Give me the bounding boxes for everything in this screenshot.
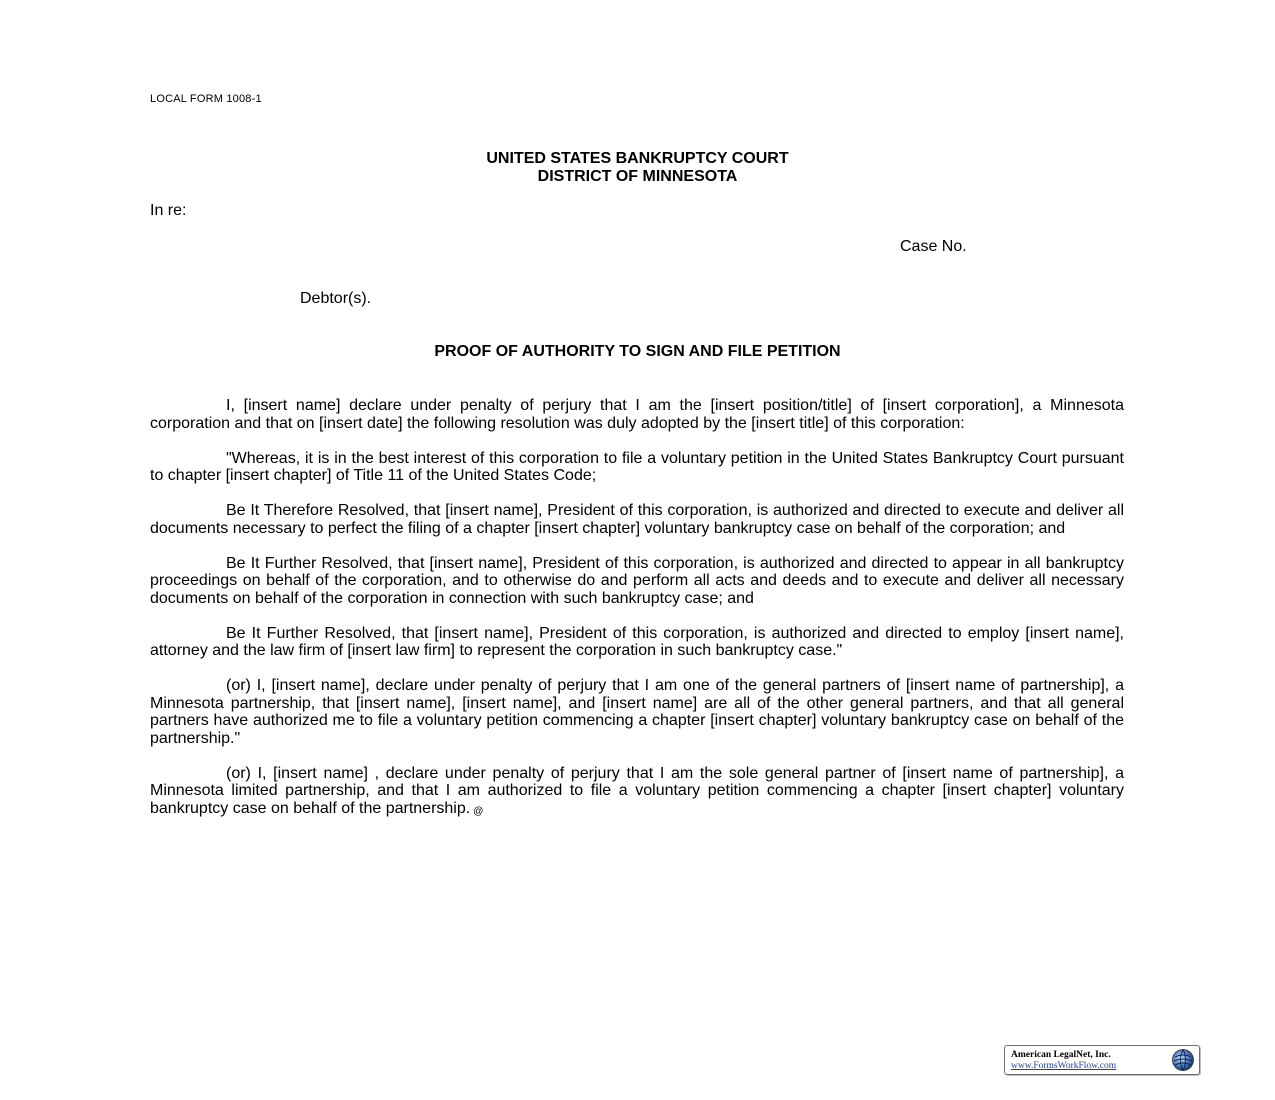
resolution-paragraph-1: Be It Therefore Resolved, that [insert name], President of this corporation, is authorized and directed to execute and deliver all documents necessary to perfect the filing of a chapter [insert chapter] voluntary bankruptcy case on behalf of the corporation; and	[150, 502, 1124, 537]
court-header	[0, 150, 1275, 186]
general-partnership-paragraph: (or) I, [insert name], declare under penalty of perjury that I am one of the general partners of [insert name of partnership], a Minnesota partnership, that [insert name], [insert name], and [insert name] are all of the other general partners, and that all general partners have authorized me to file a voluntary petition commencing a chapter [insert chapter] voluntary bankruptcy case on behalf of the partnership."	[150, 677, 1124, 747]
document-body	[150, 397, 1124, 838]
court-district: DISTRICT OF MINNESOTA	[537, 168, 738, 185]
end-mark: @	[473, 805, 484, 817]
publisher-name: American LegalNet, Inc.	[1011, 1050, 1111, 1060]
publisher-logo[interactable]	[1004, 1045, 1200, 1075]
resolution-paragraph-3: Be It Further Resolved, that [insert name], President of this corporation, is authorized and directed to employ [insert name], attorney and the law firm of [insert law firm] to represent the corporation in such bankruptcy case."	[150, 624, 1124, 659]
in-re-label: In re:	[150, 202, 187, 219]
case-number-label: Case No.	[900, 238, 967, 255]
publisher-website-link[interactable]: www.FormsWorkFlow.com	[1011, 1061, 1117, 1071]
limited-partnership-paragraph	[150, 765, 1124, 821]
form-number-label: LOCAL FORM 1008-1	[150, 93, 262, 105]
debtor-label: Debtor(s).	[300, 290, 372, 307]
limited-partnership-text: (or) I, [insert name] , declare under penalty of perjury that I am the sole general partner of [insert name of partnership], a Minnesota limited partnership, and that I am authorized to file a voluntary petition commencing a chapter [insert chapter] voluntary bankruptcy case on behalf of the partnership.	[150, 764, 1124, 817]
court-name: UNITED STATES BANKRUPTCY COURT	[486, 150, 789, 167]
resolution-paragraph-2: Be It Further Resolved, that [insert name], President of this corporation, is authorized and directed to appear in all bankruptcy proceedings on behalf of the corporation, and to otherwise do and perform all acts and deeds and to execute and deliver all necessary documents on behalf of the corporation in connection with such bankruptcy case; and	[150, 554, 1124, 607]
declaration-paragraph: I, [insert name] declare under penalty of perjury that I am the [insert position/title] of [insert corporation], a Minnesota corporation and that on [insert date] the following resolution was duly adopted by the [insert title] of this corporation:	[150, 397, 1124, 432]
whereas-paragraph: "Whereas, it is in the best interest of this corporation to file a voluntary petition in the United States Bankruptcy Court pursuant to chapter [insert chapter] of Title 11 of the United States Code;	[150, 449, 1124, 484]
document-title: PROOF OF AUTHORITY TO SIGN AND FILE PETITION	[434, 343, 841, 360]
globe-icon	[1171, 1048, 1195, 1072]
